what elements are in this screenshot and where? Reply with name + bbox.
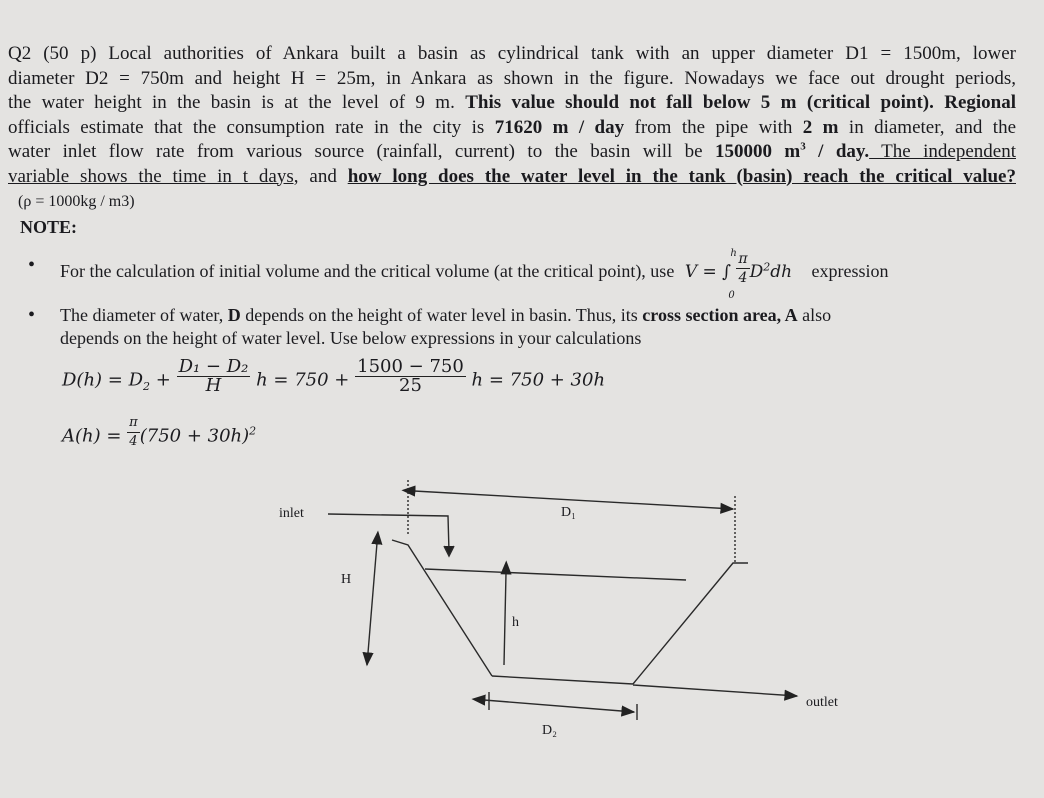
question-line-6: variable shows the time in t days, and how long does the water level in the tank (basin) reach the critical value?: [8, 165, 1016, 187]
note-heading: NOTE:: [20, 216, 78, 237]
bullet-volume-text: For the calculation of initial volume and the critical volume (at the critical point), use V = ∫ h 0 $\frac{\pi}{4}$ $D^2dh$ expression: [60, 248, 889, 301]
d2-dimension: [484, 700, 634, 712]
inlet-arrow: [444, 546, 454, 556]
density-note: (ρ = 1000kg / m3): [18, 193, 135, 210]
question-line-2: diameter D2 = 750m and height H = 25m, in Ankara as shown in the figure. Nowadays we face out drought periods,: [8, 67, 1016, 89]
bullet-dot: •: [28, 254, 36, 276]
h-total-label: H: [341, 572, 352, 587]
outlet-line: [633, 685, 797, 696]
inlet-label: inlet: [279, 506, 304, 521]
d2-label: D₂: [542, 723, 557, 738]
diameter-equation: $D(h) = D_2$ + $\frac{\text{D₁ − D₂}}{H}$ h = 750 + $\frac{1500 - 750}{25}$ h = 750 + 30h: [62, 356, 606, 396]
outlet-label: outlet: [806, 695, 838, 710]
volume-integral: V = ∫ h 0 $\frac{\pi}{4}$ $D^2dh$: [684, 248, 793, 301]
basin-bottom: [492, 676, 633, 684]
h-total-dimension: [367, 543, 377, 665]
question-line-5: water inlet flow rate from various source (rainfall, current) to the basin will be 150000 $m^3$ / day. The independent: [8, 140, 1016, 162]
bullet-diameter-line-2: depends on the height of water level. Use below expressions in your calculations: [60, 328, 642, 348]
d1-label: D₁: [561, 505, 576, 520]
inlet-pipe: [328, 514, 449, 552]
bullet-dot: •: [28, 304, 36, 326]
question-line-4: officials estimate that the consumption rate in the city is 71620 m / day from the pipe with 2 m in diameter, and the: [8, 116, 1016, 138]
question-line-3: the water height in the basin is at the level of 9 m. This value should not fall below 5 m (critical point). Regional: [8, 92, 1016, 113]
h-water-label: h: [512, 615, 519, 630]
basin-right-wall: [633, 563, 748, 684]
h-water-dimension: [504, 573, 506, 665]
question-line-1: Q2 (50 p) Local authorities of Ankara built a basin as cylindrical tank with an upper diameter D1 = 1500m, lower: [8, 43, 1016, 64]
area-equation: A(h) = $\frac{\pi}{4}$ $(750 + 30h)^2$: [62, 415, 257, 449]
bullet-diameter-line-1: The diameter of water, D depends on the height of water level in basin. Thus, its cross section area, A also: [60, 305, 832, 325]
basin-left-wall: [392, 540, 492, 676]
water-level-line: [425, 569, 686, 580]
